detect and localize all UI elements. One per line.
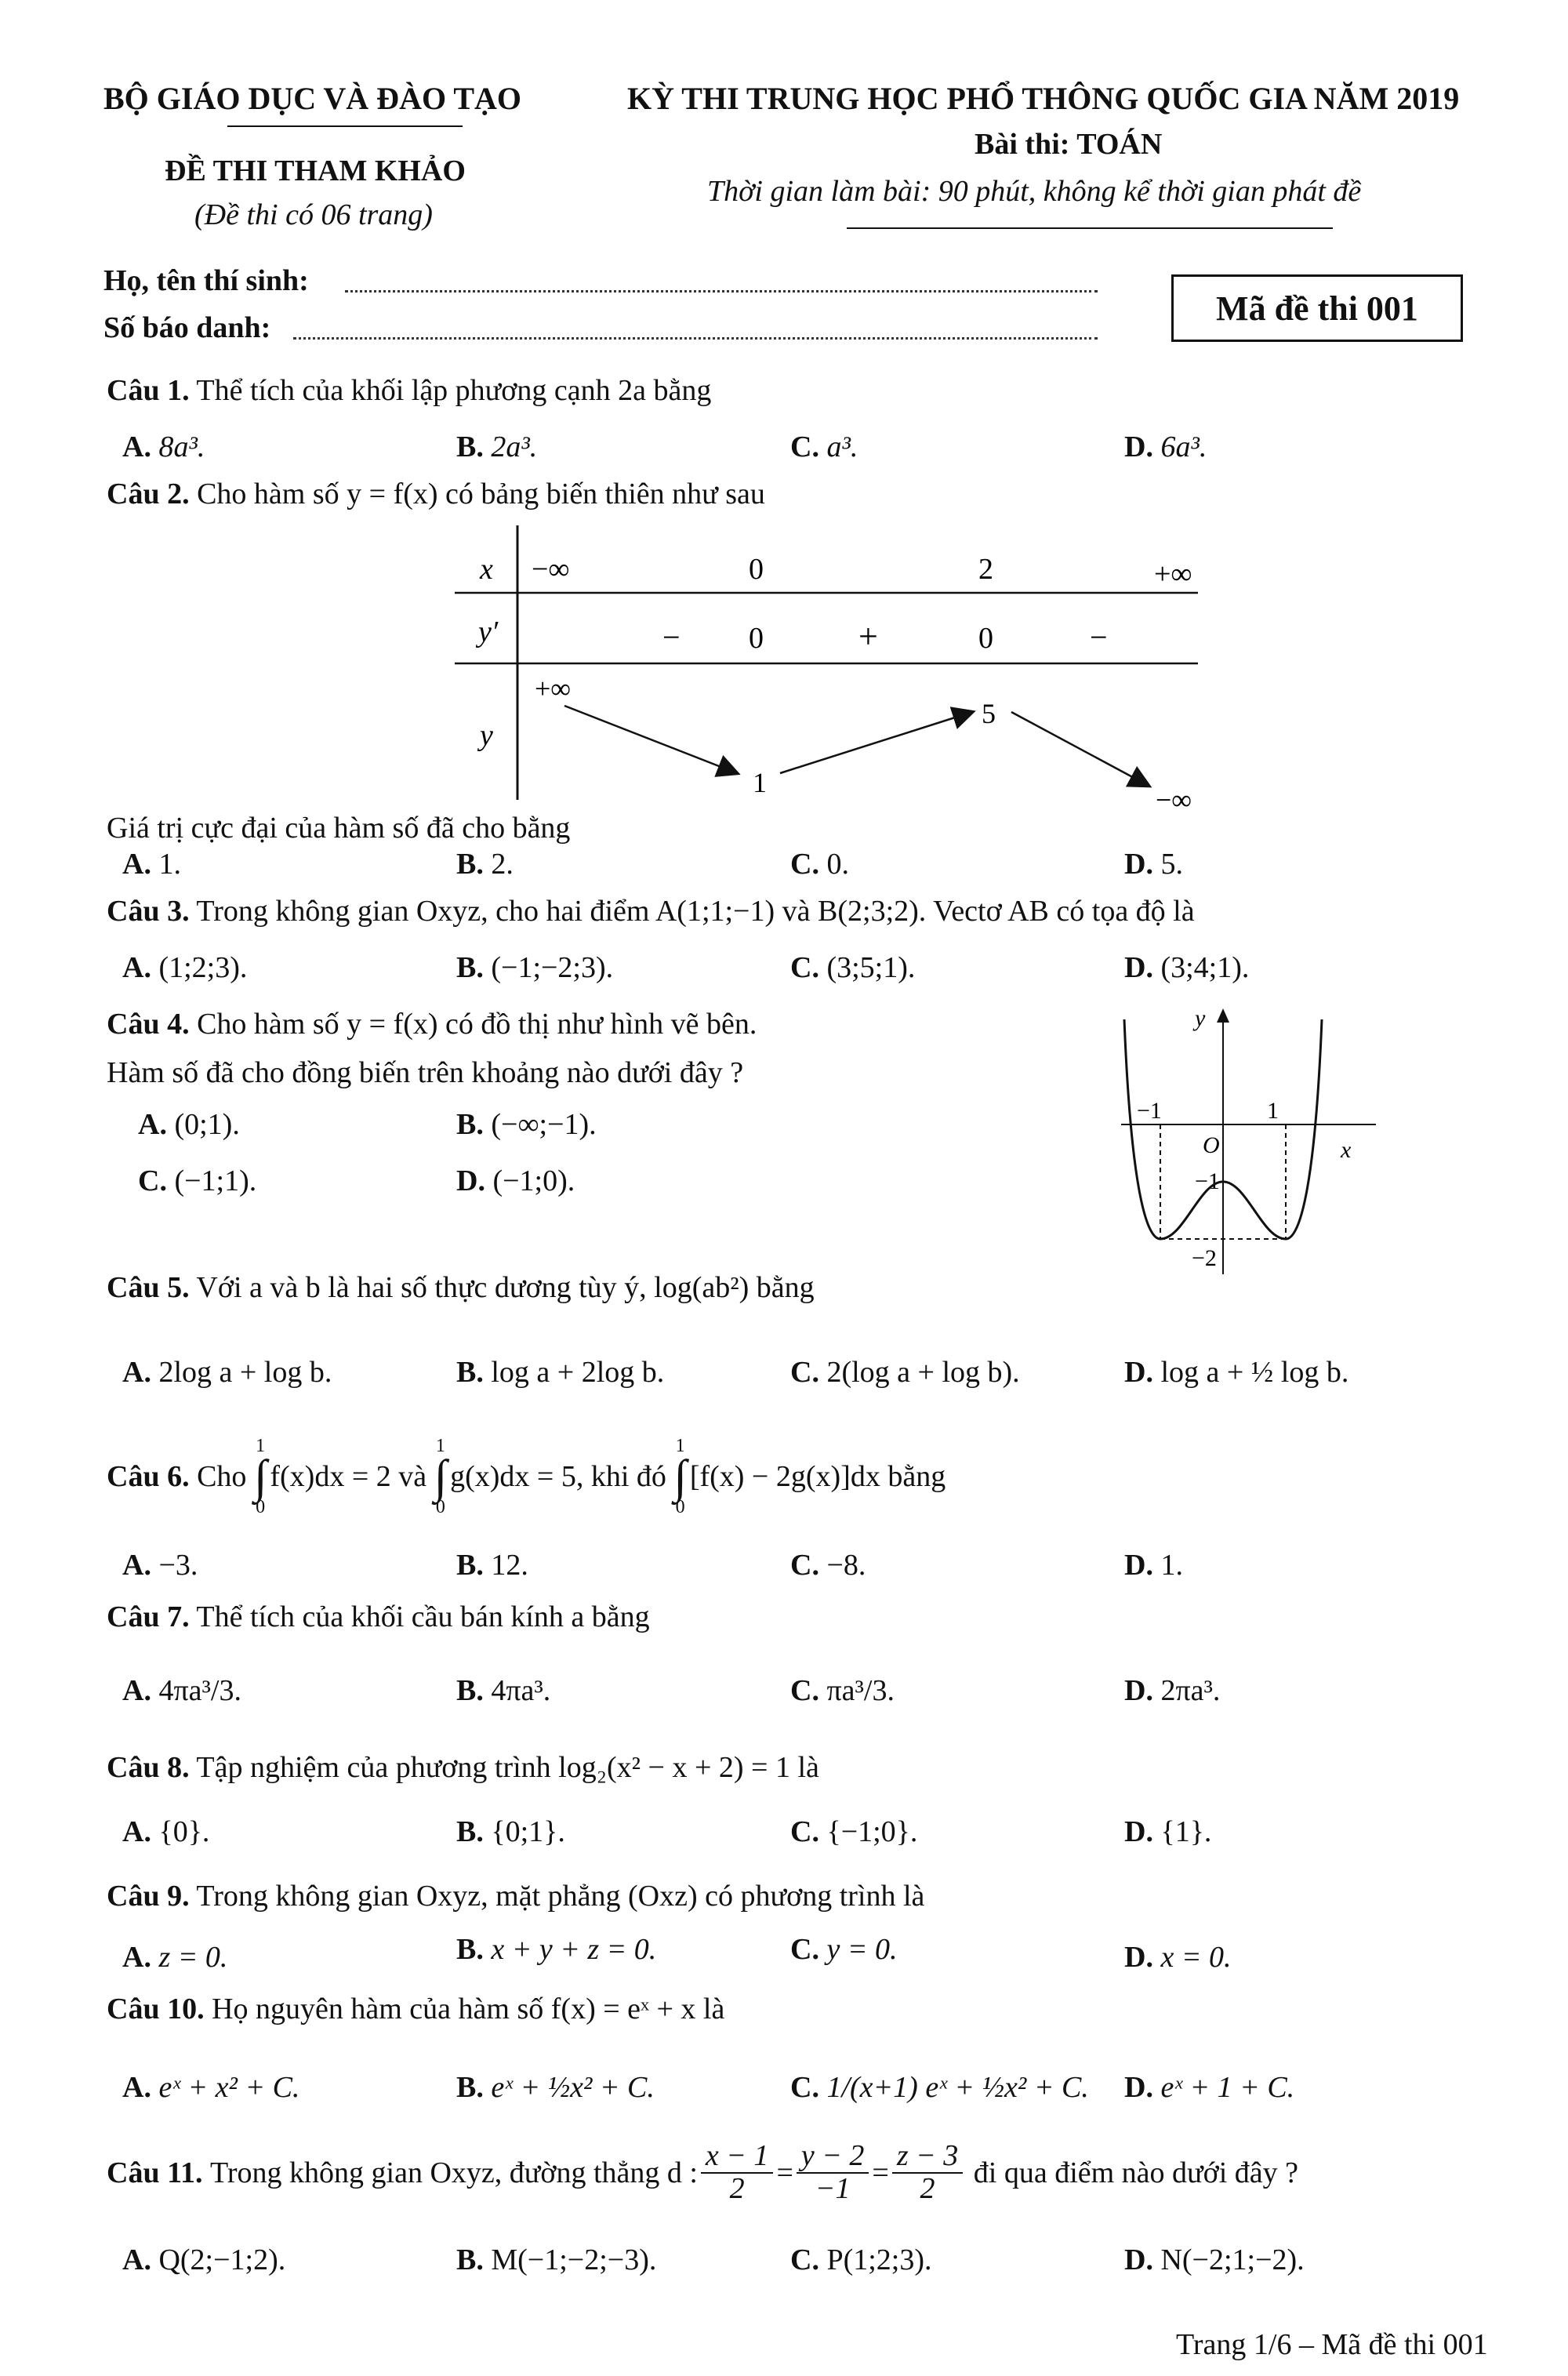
variation-table	[439, 518, 1223, 808]
q6-option-d[interactable]: D. 1.	[1124, 1549, 1183, 1582]
q8-option-c[interactable]: C. {−1;0}.	[790, 1815, 918, 1848]
q10-option-b[interactable]: B. eˣ + ½x² + C.	[456, 2071, 655, 2104]
q5-option-c[interactable]: C. 2(log a + log b).	[790, 1356, 1020, 1389]
ministry-name: BỘ GIÁO DỤC VÀ ĐÀO TẠO	[103, 81, 522, 116]
q5-option-a[interactable]: A. 2log a + log b.	[122, 1356, 332, 1389]
q6-option-c[interactable]: C. −8.	[790, 1549, 866, 1582]
sign-minus-1: −	[662, 619, 681, 655]
line-eq-frac-1: $\frac{x - 1}{2}$	[701, 2141, 774, 2205]
line-eq-frac-3: $\frac{z - 3}{2}$	[892, 2141, 963, 2205]
q2-option-d[interactable]: D. 5.	[1124, 848, 1183, 881]
q4-option-c[interactable]: C. (−1;1).	[138, 1164, 257, 1197]
question-text: Trong không gian Oxyz, mặt phẳng (Oxz) có phương trình là	[196, 1880, 925, 1913]
sign-plus: +	[858, 617, 878, 656]
function-graph	[1113, 1004, 1443, 1286]
y-value-neg-inf: −∞	[1156, 784, 1192, 808]
q5-option-b[interactable]: B. log a + 2log b.	[456, 1356, 665, 1389]
x-value-2: 2	[978, 553, 993, 586]
question-text: Thể tích của khối lập phương cạnh 2a bằng	[196, 374, 712, 407]
q10-option-d[interactable]: D. eˣ + 1 + C.	[1124, 2071, 1295, 2104]
axis-label-x: x	[1341, 1137, 1352, 1163]
candidate-id-label: Số báo danh:	[103, 311, 271, 344]
candidate-name-field[interactable]	[345, 270, 1098, 292]
time-underline	[847, 227, 1333, 229]
question-1	[107, 373, 711, 408]
question-text: Tập nghiệm của phương trình log₂(x² − x + 2) = 1 là	[196, 1751, 819, 1784]
question-2: Câu 2. Cho hàm số y = f(x) có bảng biến thiên như sau	[107, 478, 765, 510]
q11-option-a[interactable]: A. Q(2;−1;2).	[122, 2243, 286, 2276]
q8-option-a[interactable]: A. {0}.	[122, 1815, 210, 1848]
question-3: Câu 3. Trong không gian Oxyz, cho hai điểm A(1;1;−1) và B(2;3;2). Vectơ AB có tọa độ là	[107, 895, 1195, 928]
q3-option-c[interactable]: C. (3;5;1).	[790, 951, 916, 984]
integral-3: 1 ∫ 0 [f(x) − 2g(x)]dx bằng	[673, 1436, 946, 1517]
paper-type: ĐỀ THI THAM KHẢO	[165, 154, 466, 187]
question-number: Câu 1.	[107, 374, 190, 407]
y-value-pos-inf: +∞	[535, 673, 571, 704]
q1-option-a[interactable]: A. 8a³.	[122, 431, 205, 463]
q1-option-c[interactable]: C. a³.	[790, 431, 858, 463]
question-text: Với a và b là hai số thực dương tùy ý, log(ab²) bằng	[196, 1271, 815, 1304]
q8-option-b[interactable]: B. {0;1}.	[456, 1815, 565, 1848]
x-value-neg-inf: −∞	[532, 553, 570, 586]
subject-title: Bài thi: TOÁN	[975, 128, 1163, 161]
question-9: Câu 9. Trong không gian Oxyz, mặt phẳng (Oxz) có phương trình là	[107, 1880, 925, 1913]
q4-option-d[interactable]: D. (−1;0).	[456, 1164, 575, 1197]
row-label-y: y	[480, 719, 493, 752]
q9-option-b[interactable]: B. x + y + z = 0.	[456, 1933, 657, 1966]
arrow-decreasing-2	[1011, 712, 1149, 786]
exam-code-text: Mã đề thi 001	[1216, 289, 1418, 328]
question-text: Họ nguyên hàm của hàm số f(x) = eˣ + x là	[212, 1993, 725, 2025]
q7-option-d[interactable]: D. 2πa³.	[1124, 1674, 1221, 1707]
q3-option-b[interactable]: B. (−1;−2;3).	[456, 951, 614, 984]
pages-note: (Đề thi có 06 trang)	[194, 198, 433, 231]
y-value-5: 5	[982, 698, 996, 729]
question-text: Cho hàm số y = f(x) có đồ thị như hình vẽ bên.	[197, 1008, 757, 1041]
exam-code-box	[1171, 274, 1463, 342]
tick-x-neg1: −1	[1137, 1098, 1162, 1124]
q4-ask: Hàm số đã cho đồng biến trên khoảng nào dưới đây ?	[107, 1056, 744, 1089]
q10-option-c[interactable]: C. 1/(x+1) eˣ + ½x² + C.	[790, 2071, 1089, 2104]
candidate-id-field[interactable]	[293, 317, 1098, 340]
tick-x-pos1: 1	[1267, 1098, 1279, 1124]
sign-minus-2: −	[1090, 619, 1108, 655]
q1-option-b[interactable]: B. 2a³.	[456, 431, 538, 463]
question-7: Câu 7. Thể tích của khối cầu bán kính a bằng	[107, 1600, 650, 1633]
exam-title: KỲ THI TRUNG HỌC PHỔ THÔNG QUỐC GIA NĂM 2019	[627, 81, 1460, 116]
question-text: Cho hàm số y = f(x) có bảng biến thiên như sau	[197, 478, 765, 510]
q9-option-c[interactable]: C. y = 0.	[790, 1933, 898, 1966]
q3-option-d[interactable]: D. (3;4;1).	[1124, 951, 1250, 984]
q2-option-b[interactable]: B. 2.	[456, 848, 514, 881]
q7-option-c[interactable]: C. πa³/3.	[790, 1674, 895, 1707]
q7-option-b[interactable]: B. 4πa³.	[456, 1674, 551, 1707]
question-6: Câu 6. Cho 1 ∫ 0 f(x)dx = 2 và 1 ∫ 0 g(x)dx = 5, khi đó 1 ∫ 0 [f(x) − 2g(x)]dx bằng	[107, 1436, 946, 1517]
question-8: Câu 8. Tập nghiệm của phương trình log₂(x² − x + 2) = 1 là	[107, 1751, 819, 1784]
arrow-decreasing-1	[564, 706, 737, 773]
row-label-yprime: y′	[478, 616, 499, 648]
sign-zero-2: 0	[978, 622, 993, 655]
q6-option-a[interactable]: A. −3.	[122, 1549, 198, 1582]
q11-option-d[interactable]: D. N(−2;1;−2).	[1124, 2243, 1305, 2276]
q9-option-d[interactable]: D. x = 0.	[1124, 1941, 1232, 1974]
q1-option-d[interactable]: D. 6a³.	[1124, 431, 1207, 463]
row-label-x: x	[480, 553, 493, 586]
q2-ask: Giá trị cực đại của hàm số đã cho bằng	[107, 812, 571, 845]
integral-2: 1 ∫ 0 g(x)dx = 5, khi đó	[434, 1436, 666, 1517]
page-footer: Trang 1/6 – Mã đề thi 001	[1176, 2328, 1488, 2361]
x-value-0: 0	[749, 553, 764, 586]
y-value-1: 1	[753, 767, 767, 798]
q10-option-a[interactable]: A. eˣ + x² + C.	[122, 2071, 300, 2104]
q8-option-d[interactable]: D. {1}.	[1124, 1815, 1212, 1848]
line-eq-frac-2: $\frac{y - 2}{-1}$	[797, 2141, 869, 2205]
question-11: Câu 11. Trong không gian Oxyz, đường thẳng d : $\frac{x - 1}{2}$ = $\frac{y - 2}{-1}$ = $\frac{z - 3}{2}$ đi qua điểm nào dưới đây ?	[107, 2139, 1299, 2205]
question-text: Trong không gian Oxyz, cho hai điểm A(1;1;−1) và B(2;3;2). Vectơ AB có tọa độ là	[196, 895, 1195, 928]
x-value-pos-inf: +∞	[1154, 558, 1192, 590]
integral-1: 1 ∫ 0 f(x)dx = 2 và	[253, 1436, 427, 1517]
q9-option-a[interactable]: A. z = 0.	[122, 1941, 228, 1974]
q3-option-a[interactable]: A. (1;2;3).	[122, 951, 248, 984]
q4-option-b[interactable]: B. (−∞;−1).	[456, 1108, 597, 1141]
axis-label-y: y	[1195, 1005, 1206, 1031]
question-4: Câu 4. Cho hàm số y = f(x) có đồ thị như hình vẽ bên.	[107, 1008, 757, 1041]
q11-option-c[interactable]: C. P(1;2;3).	[790, 2243, 932, 2276]
sign-zero-1: 0	[749, 622, 764, 655]
question-text: Thể tích của khối cầu bán kính a bằng	[196, 1600, 650, 1633]
question-10: Câu 10. Họ nguyên hàm của hàm số f(x) = eˣ + x là	[107, 1993, 725, 2025]
origin-label: O	[1203, 1132, 1220, 1158]
q2-option-a[interactable]: A. 1.	[122, 848, 181, 881]
q2-option-c[interactable]: C. 0.	[790, 848, 849, 881]
tick-y-neg1: −1	[1195, 1168, 1220, 1194]
q4-option-a[interactable]: A. (0;1).	[138, 1108, 240, 1141]
q6-option-b[interactable]: B. 12.	[456, 1549, 528, 1582]
tick-y-neg2: −2	[1192, 1245, 1217, 1271]
q11-option-b[interactable]: B. M(−1;−2;−3).	[456, 2243, 657, 2276]
question-5: Câu 5. Với a và b là hai số thực dương tùy ý, log(ab²) bằng	[107, 1271, 815, 1304]
candidate-name-label: Họ, tên thí sinh:	[103, 264, 309, 297]
q7-option-a[interactable]: A. 4πa³/3.	[122, 1674, 241, 1707]
arrow-increasing	[780, 712, 972, 773]
q5-option-d[interactable]: D. log a + ½ log b.	[1124, 1356, 1349, 1389]
time-note: Thời gian làm bài: 90 phút, không kể thời gian phát đề	[707, 175, 1362, 208]
ministry-underline	[227, 125, 463, 127]
